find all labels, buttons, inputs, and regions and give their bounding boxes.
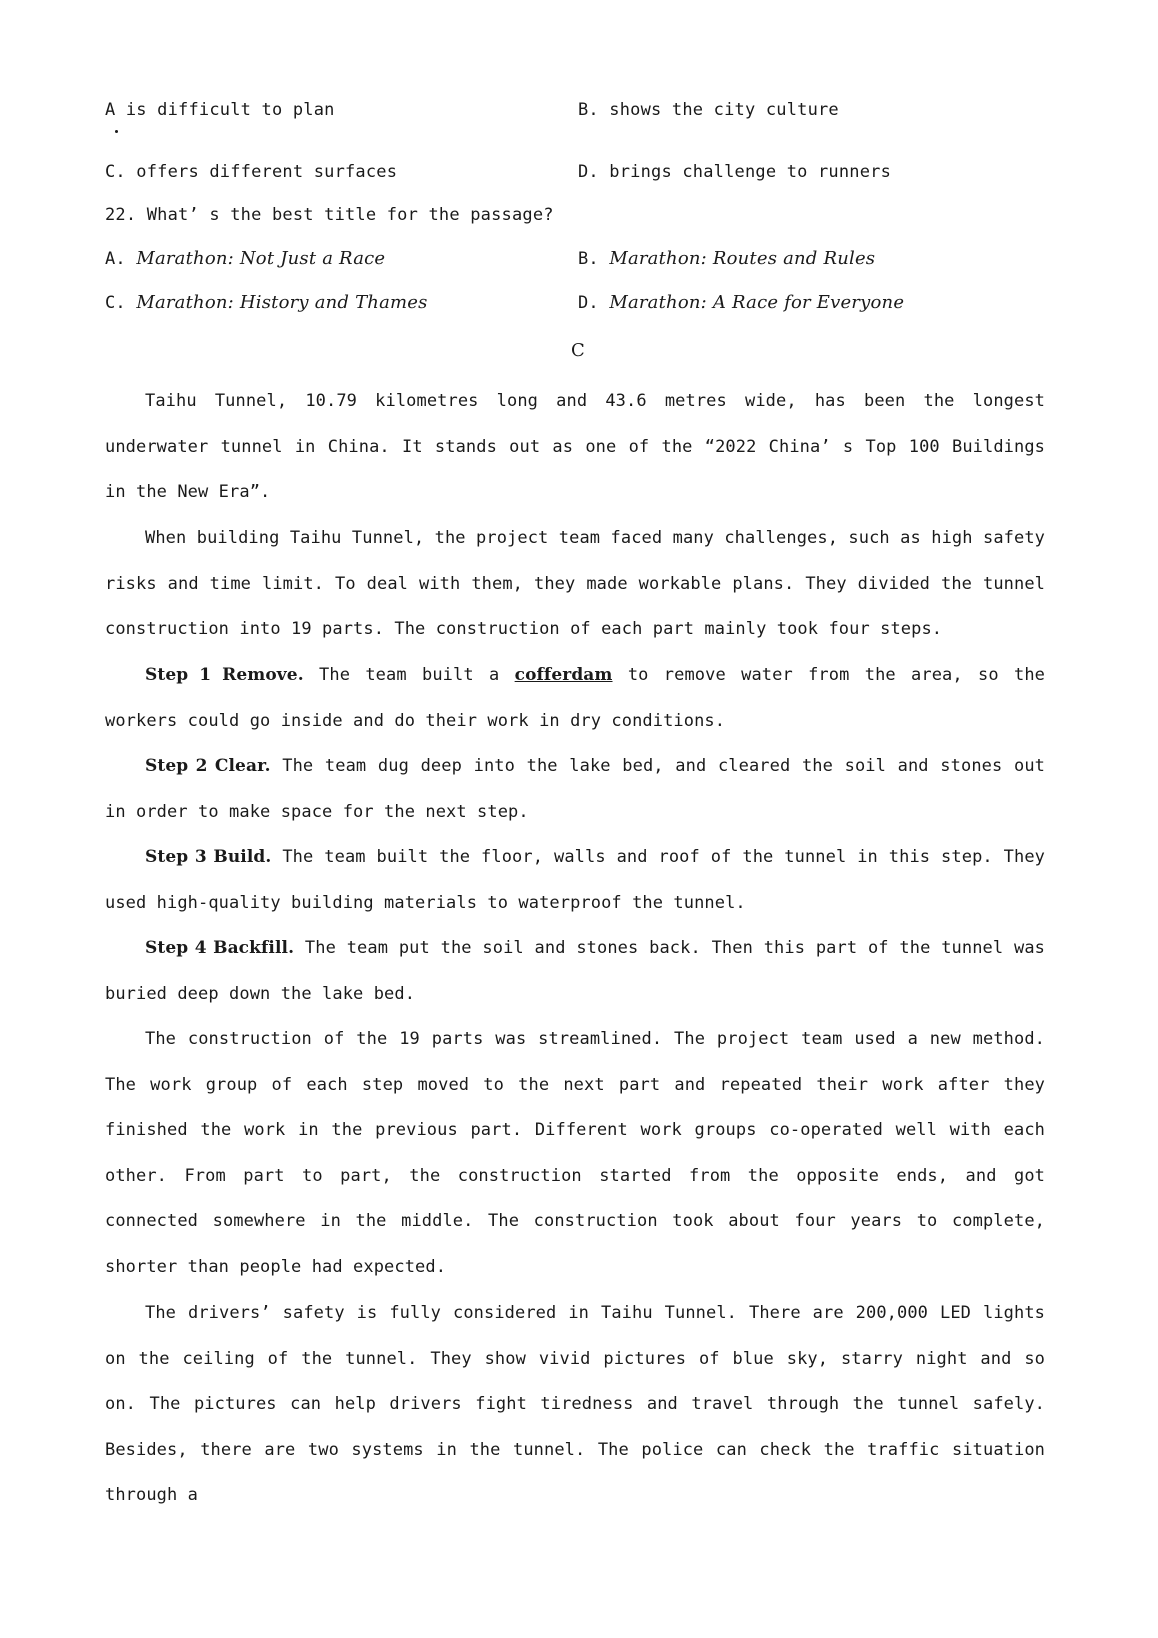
q22-option-d xyxy=(578,292,904,313)
q21-option-b: B. shows the city culture xyxy=(578,100,839,120)
step-1-keyword: cofferdam xyxy=(514,665,613,685)
step-4-text: The team put the soil and stones back. Then this part of the tunnel was buried deep down the lake bed. xyxy=(105,938,1045,1004)
stray-dot-mark xyxy=(115,130,118,133)
passage-paragraph-4: The drivers’ safety is fully considered in Taihu Tunnel. There are 200,000 LED lights on the ceiling of the tunnel. They show vivid pictures of blue sky, starry night and so on. The pictures can help drivers fight tiredness and travel through the tunnel safely. Besides, there are two systems in the tunnel. The police can check the traffic situation through a xyxy=(105,1303,1045,1506)
section-heading: C xyxy=(571,340,585,361)
q22-option-a xyxy=(105,248,385,269)
passage-paragraph-1: Taihu Tunnel, 10.79 kilometres long and 43.6 metres wide, has been the longest underwater tunnel in China. It stands out as one of the “2022 China’ s Top 100 Buildings in the New Era”. xyxy=(105,391,1045,503)
passage-step-4 xyxy=(105,926,1045,1017)
q22-option-b-prefix: B. xyxy=(578,249,610,269)
passage-paragraph-2: When building Taihu Tunnel, the project team faced many challenges, such as high safety risks and time limit. To deal with them, they made workable plans. They divided the tunnel construction into 19 parts. The construction of each part mainly took four steps. xyxy=(105,528,1045,640)
step-1-text-pre: The team built a xyxy=(303,665,515,685)
step-2-label: Step 2 Clear. xyxy=(145,756,271,776)
q22-option-b xyxy=(578,248,875,269)
step-1-label: Step 1 Remove. xyxy=(145,665,304,685)
q21-option-a: A is difficult to plan xyxy=(105,100,335,120)
step-4-label: Step 4 Backfill. xyxy=(145,938,295,958)
q22-option-c-title: Marathon: History and Thames xyxy=(136,292,428,313)
passage-step-2 xyxy=(105,744,1045,835)
step-3-label: Step 3 Build. xyxy=(145,847,272,867)
q22-stem: 22. What’ s the best title for the passage? xyxy=(105,205,554,225)
q22-option-d-title: Marathon: A Race for Everyone xyxy=(609,292,905,313)
q22-option-c xyxy=(105,292,428,313)
step-1-text-post: to remove water from the area, so the workers could go inside and do their work in dry conditions. xyxy=(105,665,1046,731)
step-3-text: The team built the floor, walls and roof of the tunnel in this step. They used high-quality building materials to waterproof the tunnel. xyxy=(105,847,1045,913)
q22-option-d-prefix: D. xyxy=(578,293,610,313)
q22-option-b-title: Marathon: Routes and Rules xyxy=(609,248,876,269)
q21-option-d: D. brings challenge to runners xyxy=(578,162,892,182)
q22-option-a-title: Marathon: Not Just a Race xyxy=(136,248,386,269)
q22-option-a-prefix: A. xyxy=(105,249,137,269)
passage-step-3 xyxy=(105,835,1045,926)
passage-paragraph-3: The construction of the 19 parts was streamlined. The project team used a new method. The work group of each step moved to the next part and repeated their work after they finished the work in the previous part. Different work groups co-operated well with each other. From part to part, the construction started from the opposite ends, and got connected somewhere in the middle. The construction took about four years to complete, shorter than people had expected. xyxy=(105,1029,1045,1277)
step-2-text: The team dug deep into the lake bed, and cleared the soil and stones out in order to make space for the next step. xyxy=(105,756,1045,822)
passage-step-1 xyxy=(105,653,1045,744)
q21-option-c: C. offers different surfaces xyxy=(105,162,398,182)
q22-option-c-prefix: C. xyxy=(105,293,137,313)
